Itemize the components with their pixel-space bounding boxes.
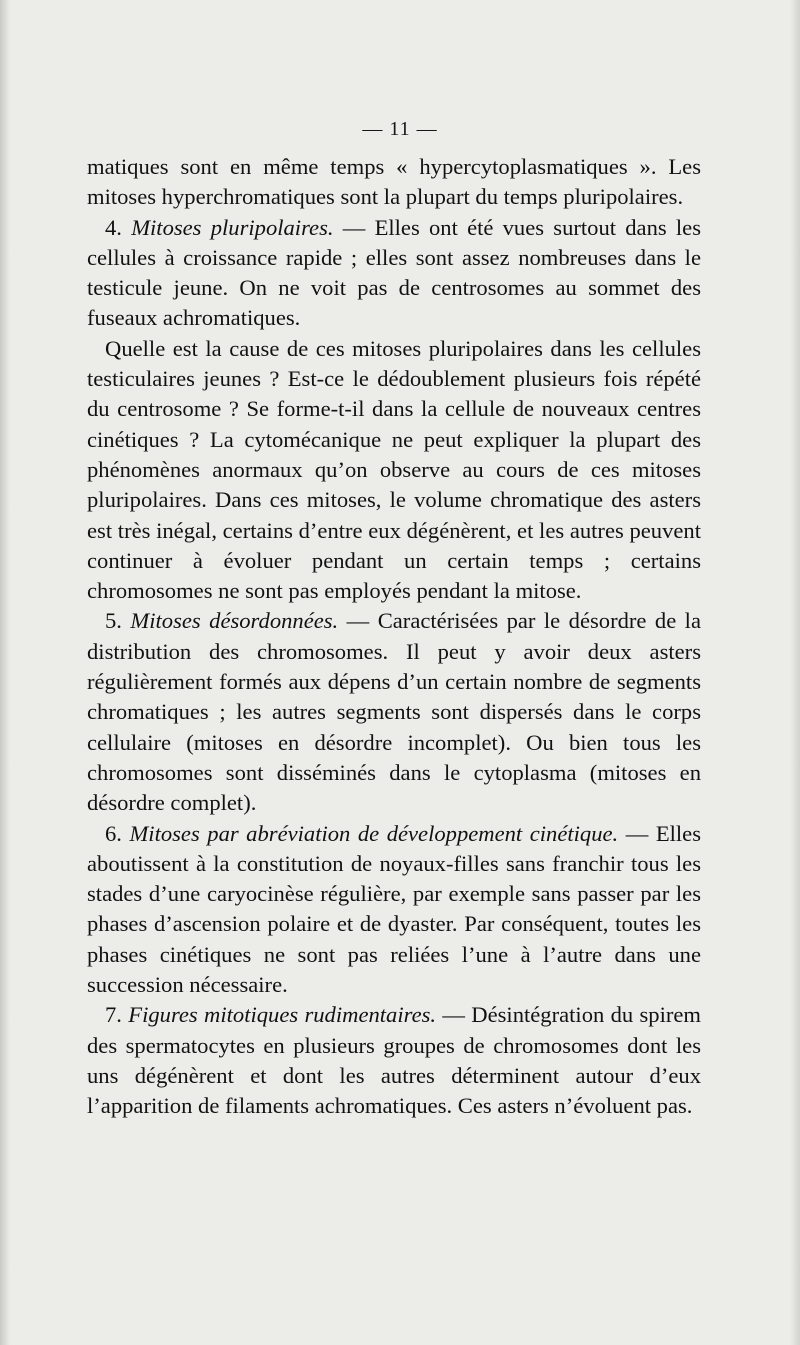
page-left-shadow [0,0,10,1345]
paragraph-continuation: matiques sont en même temps « hypercytoplasmatiques ». Les mitoses hyperchromatiques sont la plupart du temps pluripolaires. [87,154,701,210]
paragraph-mitoses-desordonnees [87,606,701,818]
paragraph-mitoses-pluripolaires [87,213,701,334]
item-number: 5. [105,608,131,634]
item-title: Mitoses pluripolaires. [131,214,334,240]
item-number: 7. [105,1002,129,1028]
item-text: — Caractérisées par le désordre de la distribution des chromosomes. Il peut y avoir deux asters régulièrement formés aux dépens d’un certain nombre de segments chromatiques ; les autres segments sont dispersés dans le corps cellulaire (mitoses en désordre incomplet). Ou bien tous les chromosomes sont disséminés dans le cytoplasma (mitoses en désordre complet). [87,608,701,816]
item-text: — Désintégration du spirem des spermatocytes en plusieurs groupes de chromosomes dont les uns dégénèrent et dont les autres déterminent autour d’eux l’apparition de filaments achromatiques. Ces asters n’évoluent pas. [87,1002,702,1119]
paragraph-cause: Quelle est la cause de ces mitoses pluripolaires dans les cellules testiculaires jeunes ? Est-ce le dédoublement plusieurs fois répété du centrosome ? Se forme-t-il dans la cellule de nouveaux centres cinétiques ? La cytomécanique ne peut expliquer la plupart des phénomènes anormaux qu’on observe au cours de ces mitoses pluripolaires. Dans ces mitoses, le volume chromatique des asters est très inégal, certains d’entre eux dégénèrent, et les autres peuvent continuer à évoluer pendant un certain temps ; certains chromosomes ne sont pas employés pendant la mitose. [87,335,701,604]
body-text [87,152,701,1122]
item-title: Mitoses par abréviation de développement cinétique. [129,820,619,846]
item-number: 4. [105,214,132,240]
paragraph-figures-rudimentaires [87,1000,701,1121]
item-number: 6. [105,820,130,846]
item-title: Figures mitotiques rudimentaires. [128,1002,437,1028]
item-text: — Elles ont été vues surtout dans les cellules à croissance rapide ; elles sont assez nombreuses dans le testicule jeune. On ne voit pas de centrosomes au sommet des fuseaux achromatiques. [87,214,702,331]
item-title: Mitoses désordonnées. [130,608,339,634]
paragraph-mitoses-abreviation [87,819,701,1001]
item-text: — Elles aboutissent à la constitution de noyaux-filles sans franchir tous les stades d’une caryocinèse régulière, par exemple sans passer par les phases d’ascension polaire et de dyaster. Par conséquent, toutes les phases cinétiques ne sont pas reliées l’une à l’autre dans une succession nécessaire. [87,820,701,998]
page-right-shadow [790,0,800,1345]
page-number: — 11 — [362,118,438,140]
